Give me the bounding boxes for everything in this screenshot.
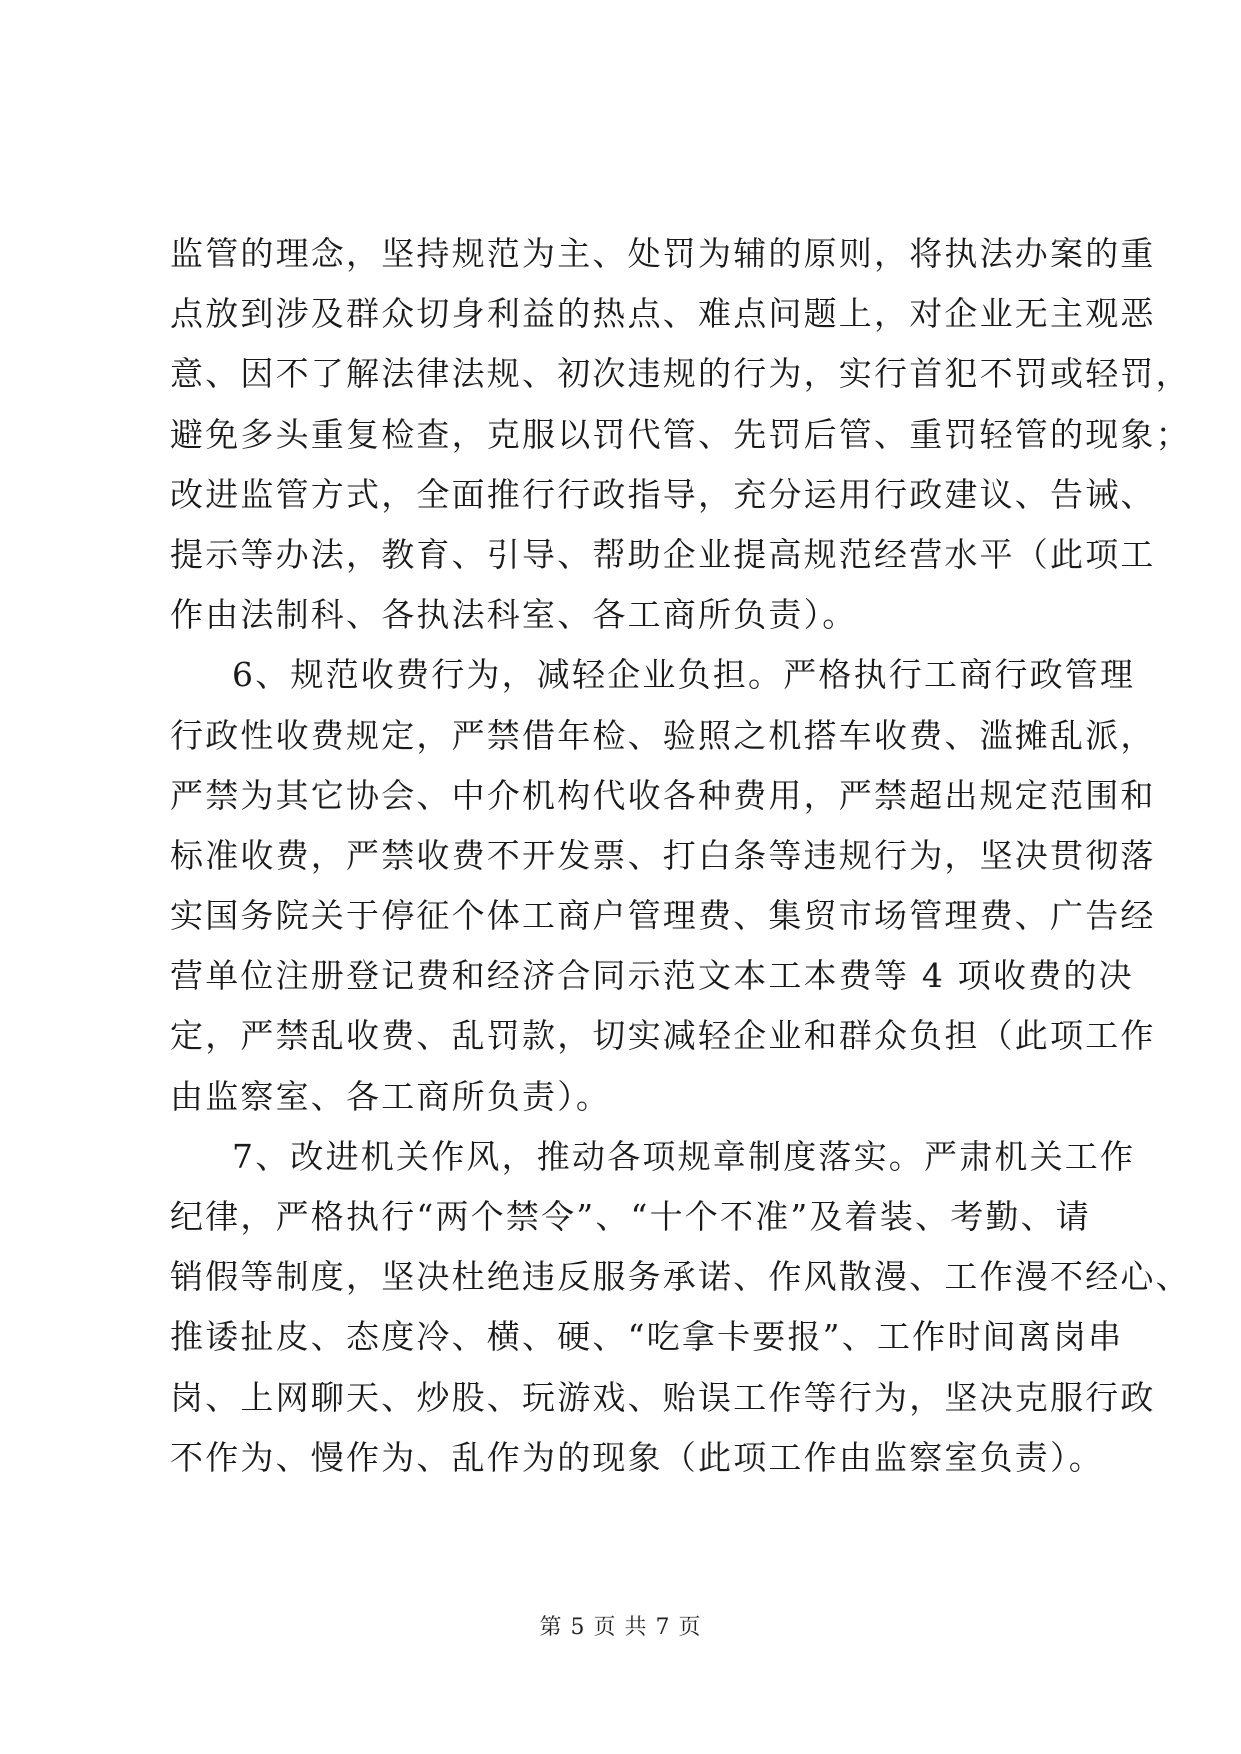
text-line: 避免多头重复检查，克服以罚代管、先罚后管、重罚轻管的现象； xyxy=(170,414,1191,454)
text-line: 销假等制度，坚决杜绝违反服务承诺、作风散漫、工作漫不经心、 xyxy=(170,1257,1191,1297)
text-line: 7、改进机关作风，推动各项规章制度落实。严肃机关工作 xyxy=(232,1136,1136,1176)
text-line: 改进监管方式，全面推行行政指导，充分运用行政建议、告诫、 xyxy=(170,474,1156,514)
paragraph-6 xyxy=(170,645,1156,1127)
text-line: 标准收费，严禁收费不开发票、打白条等违规行为，坚决贯彻落 xyxy=(170,835,1156,875)
text-line: 不作为、慢作为、乱作为的现象（此项工作由监察室负责）。 xyxy=(170,1437,1104,1477)
text-line: 行政性收费规定，严禁借年检、验照之机搭车收费、滥摊乱派， xyxy=(170,715,1156,755)
text-line: 提示等办法，教育、引导、帮助企业提高规范经营水平（此项工 xyxy=(170,534,1156,574)
text-line: 作由法制科、各执法科室、各工商所负责）。 xyxy=(170,595,858,635)
paragraph-7 xyxy=(170,1127,1191,1488)
text-line: 意、因不了解法律法规、初次违规的行为，实行首犯不罚或轻罚， xyxy=(170,354,1191,394)
text-line: 岗、上网聊天、炒股、玩游戏、贻误工作等行为，坚决克服行政 xyxy=(170,1377,1156,1417)
paragraph-1 xyxy=(170,224,1191,645)
text-line: 由监察室、各工商所负责）。 xyxy=(170,1076,612,1116)
text-line: 实国务院关于停征个体工商户管理费、集贸市场管理费、广告经 xyxy=(170,896,1156,936)
text-line: 点放到涉及群众切身利益的热点、难点问题上，对企业无主观恶 xyxy=(170,294,1156,334)
text-line: 监管的理念，坚持规范为主、处罚为辅的原则，将执法办案的重 xyxy=(170,234,1156,273)
page-number-footer: 第 5 页 共 7 页 xyxy=(539,1615,702,1640)
text-line: 6、规范收费行为，减轻企业负担。严格执行工商行政管理 xyxy=(232,655,1136,695)
text-line: 营单位注册登记费和经济合同示范文本工本费等 4 项收费的决 xyxy=(170,956,1134,996)
text-line: 纪律，严格执行“两个禁令”、“十个不准”及着装、考勤、请 xyxy=(170,1197,1092,1236)
text-line: 推诿扯皮、态度冷、横、硬、“吃拿卡要报”、工作时间离岗串 xyxy=(170,1317,1124,1357)
body-text xyxy=(170,224,1191,1488)
text-line: 严禁为其它协会、中介机构代收各种费用，严禁超出规定范围和 xyxy=(170,775,1156,815)
text-line: 定，严禁乱收费、乱罚款，切实减轻企业和群众负担（此项工作 xyxy=(170,1016,1156,1056)
